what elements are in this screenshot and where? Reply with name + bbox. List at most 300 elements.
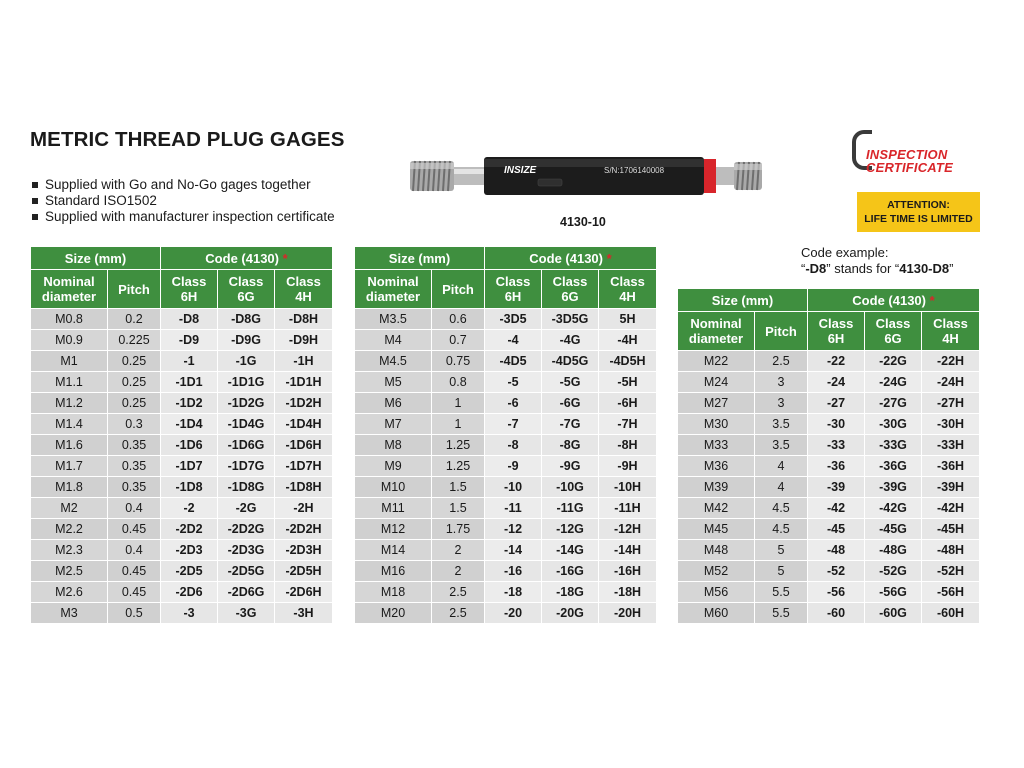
nominal-diameter-header: Nominal diameter <box>31 270 108 309</box>
pitch-cell: 4.5 <box>755 519 808 540</box>
class-6h-header: Class 6H <box>161 270 218 309</box>
table-row <box>355 351 657 372</box>
pitch-cell: 5 <box>755 540 808 561</box>
pitch-cell: 0.225 <box>108 330 161 351</box>
table-row <box>355 561 657 582</box>
class-4h-code-cell: -14H <box>599 540 657 561</box>
pitch-cell: 0.25 <box>108 372 161 393</box>
class-6h-code-cell: -39 <box>808 477 865 498</box>
nominal-diameter-cell: M27 <box>678 393 755 414</box>
quote-open: “ <box>801 261 806 276</box>
class-4h-code-cell: -1H <box>275 351 333 372</box>
class-6h-code-cell: -52 <box>808 561 865 582</box>
pitch-cell: 3.5 <box>755 435 808 456</box>
class-6g-code-cell: -5G <box>542 372 599 393</box>
class-6g-code-cell: -1D7G <box>218 456 275 477</box>
code-header: Code (4130) * <box>161 247 333 270</box>
pitch-cell: 0.45 <box>108 519 161 540</box>
class-6h-code-cell: -2D6 <box>161 582 218 603</box>
nominal-diameter-cell: M39 <box>678 477 755 498</box>
pitch-cell: 4 <box>755 477 808 498</box>
pitch-cell: 1.5 <box>432 498 485 519</box>
page-title: METRIC THREAD PLUG GAGES <box>30 128 345 151</box>
star-mark: * <box>606 250 612 266</box>
pitch-cell: 1 <box>432 393 485 414</box>
pitch-cell: 3 <box>755 393 808 414</box>
table-row <box>355 435 657 456</box>
class-6h-header: Class 6H <box>485 270 542 309</box>
class-6h-code-cell: -24 <box>808 372 865 393</box>
class-6g-code-cell: -1D6G <box>218 435 275 456</box>
class-6g-code-cell: -1D1G <box>218 372 275 393</box>
size-header: Size (mm) <box>678 289 808 312</box>
class-6h-header: Class 6H <box>808 312 865 351</box>
pitch-cell: 2.5 <box>432 603 485 624</box>
pitch-cell: 2 <box>432 561 485 582</box>
class-4h-code-cell: -56H <box>922 582 980 603</box>
table-row <box>355 393 657 414</box>
class-6h-code-cell: -3D5 <box>485 309 542 330</box>
pitch-cell: 1.5 <box>432 477 485 498</box>
class-6h-code-cell: -4 <box>485 330 542 351</box>
nominal-diameter-cell: M8 <box>355 435 432 456</box>
table-row <box>31 330 333 351</box>
nominal-diameter-header: Nominal diameter <box>355 270 432 309</box>
handle-groove <box>538 179 562 186</box>
class-4h-code-cell: -2D3H <box>275 540 333 561</box>
class-4h-code-cell: -24H <box>922 372 980 393</box>
size-header: Size (mm) <box>355 247 485 270</box>
class-4h-code-cell: -12H <box>599 519 657 540</box>
class-4h-code-cell: -2D6H <box>275 582 333 603</box>
table-row <box>355 309 657 330</box>
table-row <box>355 582 657 603</box>
table-row <box>678 540 980 561</box>
example-code: -D8 <box>805 261 827 276</box>
class-6h-code-cell: -22 <box>808 351 865 372</box>
nominal-diameter-cell: M16 <box>355 561 432 582</box>
class-6h-code-cell: -2D5 <box>161 561 218 582</box>
class-6h-code-cell: -1D7 <box>161 456 218 477</box>
pitch-cell: 0.2 <box>108 309 161 330</box>
right-shank <box>716 167 734 185</box>
table-row <box>355 372 657 393</box>
attention-line1: ATTENTION: <box>887 199 950 211</box>
pitch-cell: 2.5 <box>755 351 808 372</box>
pitch-cell: 2.5 <box>432 582 485 603</box>
table-row <box>355 456 657 477</box>
go-thread-end <box>410 161 454 191</box>
nominal-diameter-cell: M9 <box>355 456 432 477</box>
table-row <box>678 603 980 624</box>
class-4h-code-cell: -11H <box>599 498 657 519</box>
gage-brand: INSIZE <box>504 165 537 176</box>
class-6g-code-cell: -1D2G <box>218 393 275 414</box>
nominal-diameter-cell: M56 <box>678 582 755 603</box>
table-row <box>31 519 333 540</box>
attention-line2: LIFE TIME IS LIMITED <box>864 213 973 225</box>
pitch-cell: 4 <box>755 456 808 477</box>
class-6g-code-cell: -4G <box>542 330 599 351</box>
table-row <box>678 456 980 477</box>
pitch-cell: 0.4 <box>108 540 161 561</box>
star-mark: * <box>929 292 935 308</box>
pitch-cell: 5.5 <box>755 582 808 603</box>
class-6g-code-cell: -3D5G <box>542 309 599 330</box>
class-4h-code-cell: -8H <box>599 435 657 456</box>
nominal-diameter-cell: M36 <box>678 456 755 477</box>
class-6g-code-cell: -1G <box>218 351 275 372</box>
class-6h-code-cell: -1 <box>161 351 218 372</box>
gage-caption: 4130-10 <box>560 215 606 229</box>
table-row <box>355 540 657 561</box>
code-example-heading: Code example: <box>801 245 889 260</box>
pitch-cell: 0.35 <box>108 435 161 456</box>
nominal-diameter-cell: M48 <box>678 540 755 561</box>
nominal-diameter-cell: M20 <box>355 603 432 624</box>
pitch-cell: 5 <box>755 561 808 582</box>
class-6g-code-cell: -14G <box>542 540 599 561</box>
pitch-cell: 5.5 <box>755 603 808 624</box>
size-header: Size (mm) <box>31 247 161 270</box>
pitch-cell: 0.7 <box>432 330 485 351</box>
class-6g-code-cell: -4D5G <box>542 351 599 372</box>
table-row <box>355 603 657 624</box>
class-6h-code-cell: -6 <box>485 393 542 414</box>
nominal-diameter-cell: M0.8 <box>31 309 108 330</box>
class-6h-code-cell: -45 <box>808 519 865 540</box>
feature-item: Supplied with manufacturer inspection certificate <box>32 209 335 225</box>
code-header: Code (4130) * <box>485 247 657 270</box>
nominal-diameter-cell: M11 <box>355 498 432 519</box>
nominal-diameter-cell: M60 <box>678 603 755 624</box>
table-row <box>31 393 333 414</box>
class-6h-code-cell: -10 <box>485 477 542 498</box>
pitch-cell: 0.45 <box>108 561 161 582</box>
class-6g-code-cell: -60G <box>865 603 922 624</box>
class-6h-code-cell: -1D1 <box>161 372 218 393</box>
class-6h-code-cell: -7 <box>485 414 542 435</box>
class-4h-header: Class 4H <box>922 312 980 351</box>
class-4h-code-cell: -1D4H <box>275 414 333 435</box>
table-row <box>355 519 657 540</box>
table-row <box>31 309 333 330</box>
table-row <box>31 582 333 603</box>
class-4h-code-cell: -D8H <box>275 309 333 330</box>
class-6g-code-cell: -1D4G <box>218 414 275 435</box>
class-6g-code-cell: -D9G <box>218 330 275 351</box>
pitch-cell: 3 <box>755 372 808 393</box>
nominal-diameter-cell: M3 <box>31 603 108 624</box>
code-header: Code (4130) * <box>808 289 980 312</box>
pitch-header: Pitch <box>432 270 485 309</box>
feature-item: Supplied with Go and No-Go gages together <box>32 177 335 193</box>
nominal-diameter-cell: M10 <box>355 477 432 498</box>
class-6h-code-cell: -4D5 <box>485 351 542 372</box>
class-6g-code-cell: -52G <box>865 561 922 582</box>
class-6h-code-cell: -18 <box>485 582 542 603</box>
class-6g-code-cell: -2D2G <box>218 519 275 540</box>
class-6g-code-cell: -48G <box>865 540 922 561</box>
nominal-diameter-cell: M6 <box>355 393 432 414</box>
pitch-cell: 0.75 <box>432 351 485 372</box>
quote-close: ” <box>949 261 954 276</box>
feature-list <box>32 177 335 225</box>
pitch-cell: 0.35 <box>108 456 161 477</box>
table-row <box>31 456 333 477</box>
class-6g-code-cell: -20G <box>542 603 599 624</box>
class-6g-code-cell: -D8G <box>218 309 275 330</box>
class-6g-header: Class 6G <box>542 270 599 309</box>
class-4h-code-cell: -3H <box>275 603 333 624</box>
class-6g-code-cell: -12G <box>542 519 599 540</box>
nominal-diameter-cell: M1.6 <box>31 435 108 456</box>
nominal-diameter-cell: M1.8 <box>31 477 108 498</box>
class-4h-code-cell: -27H <box>922 393 980 414</box>
table-row <box>355 477 657 498</box>
left-shank-highlight <box>454 169 484 174</box>
class-6g-code-cell: -42G <box>865 498 922 519</box>
class-4h-code-cell: -48H <box>922 540 980 561</box>
class-6g-code-cell: -56G <box>865 582 922 603</box>
star-mark: * <box>282 250 288 266</box>
code-example-text <box>801 261 953 277</box>
table-row <box>31 351 333 372</box>
nominal-diameter-cell: M1.1 <box>31 372 108 393</box>
nominal-diameter-cell: M2.5 <box>31 561 108 582</box>
table-row <box>31 414 333 435</box>
pitch-cell: 2 <box>432 540 485 561</box>
class-6g-code-cell: -10G <box>542 477 599 498</box>
certificate-line1: INSPECTION <box>866 147 948 162</box>
nominal-diameter-cell: M52 <box>678 561 755 582</box>
pitch-cell: 4.5 <box>755 498 808 519</box>
class-6g-code-cell: -22G <box>865 351 922 372</box>
code-example <box>801 245 953 277</box>
class-6h-code-cell: -1D2 <box>161 393 218 414</box>
gage-table-1 <box>30 246 333 624</box>
pitch-cell: 1.25 <box>432 435 485 456</box>
pitch-header: Pitch <box>755 312 808 351</box>
class-6h-code-cell: -1D4 <box>161 414 218 435</box>
pitch-cell: 0.45 <box>108 582 161 603</box>
class-6h-code-cell: -48 <box>808 540 865 561</box>
class-4h-code-cell: -1D8H <box>275 477 333 498</box>
class-4h-code-cell: -30H <box>922 414 980 435</box>
nominal-diameter-cell: M4 <box>355 330 432 351</box>
example-middle: ” stands for “ <box>826 261 900 276</box>
pitch-cell: 0.5 <box>108 603 161 624</box>
nominal-diameter-cell: M5 <box>355 372 432 393</box>
class-6g-code-cell: -36G <box>865 456 922 477</box>
class-6h-code-cell: -1D8 <box>161 477 218 498</box>
nominal-diameter-header: Nominal diameter <box>678 312 755 351</box>
pitch-cell: 3.5 <box>755 414 808 435</box>
pitch-cell: 0.3 <box>108 414 161 435</box>
class-4h-code-cell: -D9H <box>275 330 333 351</box>
class-6h-code-cell: -D8 <box>161 309 218 330</box>
class-6g-code-cell: -6G <box>542 393 599 414</box>
class-4h-code-cell: -42H <box>922 498 980 519</box>
pitch-header: Pitch <box>108 270 161 309</box>
table-row <box>31 561 333 582</box>
class-6g-code-cell: -2D6G <box>218 582 275 603</box>
class-6h-code-cell: -3 <box>161 603 218 624</box>
gage-table-2 <box>354 246 657 624</box>
class-6h-code-cell: -42 <box>808 498 865 519</box>
class-6h-code-cell: -33 <box>808 435 865 456</box>
class-4h-code-cell: 5H <box>599 309 657 330</box>
nominal-diameter-cell: M45 <box>678 519 755 540</box>
class-6g-code-cell: -27G <box>865 393 922 414</box>
nominal-diameter-cell: M1 <box>31 351 108 372</box>
class-6g-code-cell: -9G <box>542 456 599 477</box>
class-6g-code-cell: -33G <box>865 435 922 456</box>
table-row <box>355 498 657 519</box>
table-row <box>678 414 980 435</box>
nominal-diameter-cell: M0.9 <box>31 330 108 351</box>
table-row <box>678 582 980 603</box>
table-row <box>31 540 333 561</box>
table-row <box>678 561 980 582</box>
class-4h-code-cell: -4D5H <box>599 351 657 372</box>
class-6h-code-cell: -30 <box>808 414 865 435</box>
table-row <box>678 351 980 372</box>
plug-gage-image <box>408 149 768 203</box>
class-6g-code-cell: -11G <box>542 498 599 519</box>
class-6g-code-cell: -2D3G <box>218 540 275 561</box>
class-6h-code-cell: -8 <box>485 435 542 456</box>
pitch-cell: 0.25 <box>108 351 161 372</box>
class-6h-code-cell: -1D6 <box>161 435 218 456</box>
example-full-code: 4130-D8 <box>899 261 950 276</box>
nominal-diameter-cell: M3.5 <box>355 309 432 330</box>
class-4h-code-cell: -20H <box>599 603 657 624</box>
nominal-diameter-cell: M2.2 <box>31 519 108 540</box>
nominal-diameter-cell: M7 <box>355 414 432 435</box>
class-4h-code-cell: -39H <box>922 477 980 498</box>
nominal-diameter-cell: M30 <box>678 414 755 435</box>
class-4h-header: Class 4H <box>599 270 657 309</box>
class-4h-code-cell: -10H <box>599 477 657 498</box>
class-6h-code-cell: -36 <box>808 456 865 477</box>
no-go-thread-end <box>734 162 762 190</box>
nominal-diameter-cell: M1.7 <box>31 456 108 477</box>
class-4h-code-cell: -1D6H <box>275 435 333 456</box>
class-6g-header: Class 6G <box>218 270 275 309</box>
class-6g-code-cell: -24G <box>865 372 922 393</box>
inspection-certificate-logo <box>852 130 984 178</box>
table-row <box>678 435 980 456</box>
class-4h-code-cell: -7H <box>599 414 657 435</box>
class-6g-code-cell: -1D8G <box>218 477 275 498</box>
class-4h-code-cell: -22H <box>922 351 980 372</box>
class-4h-code-cell: -2D2H <box>275 519 333 540</box>
table-row <box>678 519 980 540</box>
class-4h-code-cell: -18H <box>599 582 657 603</box>
table-row <box>678 477 980 498</box>
class-6h-code-cell: -20 <box>485 603 542 624</box>
pitch-cell: 1.25 <box>432 456 485 477</box>
table-row <box>31 435 333 456</box>
gage-table-3 <box>677 288 980 624</box>
nominal-diameter-cell: M24 <box>678 372 755 393</box>
gage-serial: S/N:1706140008 <box>604 166 665 175</box>
nominal-diameter-cell: M1.2 <box>31 393 108 414</box>
nominal-diameter-cell: M4.5 <box>355 351 432 372</box>
class-6h-code-cell: -9 <box>485 456 542 477</box>
nominal-diameter-cell: M2.6 <box>31 582 108 603</box>
table-row <box>355 330 657 351</box>
class-4h-code-cell: -16H <box>599 561 657 582</box>
pitch-cell: 1.75 <box>432 519 485 540</box>
class-4h-code-cell: -1D2H <box>275 393 333 414</box>
class-4h-header: Class 4H <box>275 270 333 309</box>
class-4h-code-cell: -6H <box>599 393 657 414</box>
pitch-cell: 1 <box>432 414 485 435</box>
class-4h-code-cell: -5H <box>599 372 657 393</box>
table-row <box>678 372 980 393</box>
class-4h-code-cell: -1D1H <box>275 372 333 393</box>
nominal-diameter-cell: M18 <box>355 582 432 603</box>
class-6g-code-cell: -30G <box>865 414 922 435</box>
pitch-cell: 0.25 <box>108 393 161 414</box>
table-row <box>31 477 333 498</box>
class-6g-code-cell: -8G <box>542 435 599 456</box>
no-go-red-band <box>704 159 716 193</box>
table-row <box>678 393 980 414</box>
table-row <box>31 372 333 393</box>
class-6g-code-cell: -2G <box>218 498 275 519</box>
class-6g-code-cell: -39G <box>865 477 922 498</box>
nominal-diameter-cell: M1.4 <box>31 414 108 435</box>
class-4h-code-cell: -9H <box>599 456 657 477</box>
class-4h-code-cell: -1D7H <box>275 456 333 477</box>
class-6h-code-cell: -11 <box>485 498 542 519</box>
nominal-diameter-cell: M33 <box>678 435 755 456</box>
class-4h-code-cell: -45H <box>922 519 980 540</box>
class-6g-code-cell: -2D5G <box>218 561 275 582</box>
pitch-cell: 0.4 <box>108 498 161 519</box>
class-6h-code-cell: -27 <box>808 393 865 414</box>
pitch-cell: 0.35 <box>108 477 161 498</box>
pitch-cell: 0.8 <box>432 372 485 393</box>
class-6h-code-cell: -2 <box>161 498 218 519</box>
class-6h-code-cell: -60 <box>808 603 865 624</box>
class-6g-code-cell: -7G <box>542 414 599 435</box>
class-4h-code-cell: -33H <box>922 435 980 456</box>
table-row <box>355 414 657 435</box>
class-6g-code-cell: -16G <box>542 561 599 582</box>
class-4h-code-cell: -2H <box>275 498 333 519</box>
pitch-cell: 0.6 <box>432 309 485 330</box>
class-6h-code-cell: -16 <box>485 561 542 582</box>
certificate-line2: CERTIFICATE <box>866 160 953 175</box>
class-6h-code-cell: -14 <box>485 540 542 561</box>
class-4h-code-cell: -4H <box>599 330 657 351</box>
class-6g-code-cell: -45G <box>865 519 922 540</box>
table-row <box>678 498 980 519</box>
nominal-diameter-cell: M14 <box>355 540 432 561</box>
class-6g-header: Class 6G <box>865 312 922 351</box>
class-6h-code-cell: -D9 <box>161 330 218 351</box>
class-6h-code-cell: -56 <box>808 582 865 603</box>
class-6h-code-cell: -12 <box>485 519 542 540</box>
feature-item: Standard ISO1502 <box>32 193 335 209</box>
table-row <box>31 603 333 624</box>
class-6g-code-cell: -3G <box>218 603 275 624</box>
class-6g-code-cell: -18G <box>542 582 599 603</box>
